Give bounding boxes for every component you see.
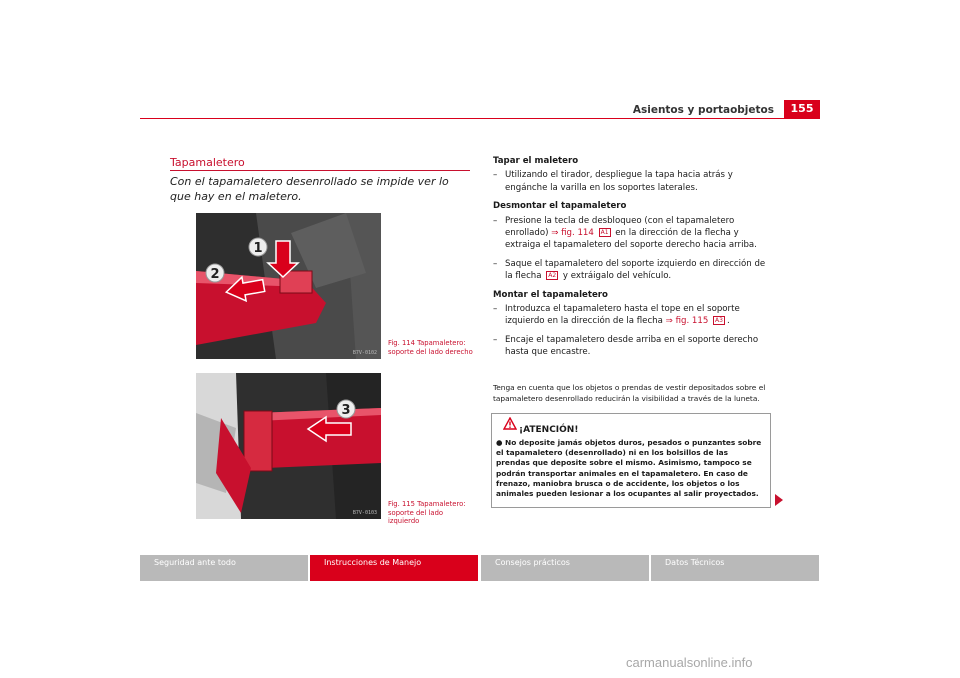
mount-step-1-text-a: Introduzca el tapamaletero hasta el tope en el soporte izquierdo en la dirección de la flecha [505,304,740,327]
cover-step-1-text: Utilizando el tirador, despliegue la tapa hacia atrás y engánche la varilla en los soportes laterales. [505,170,733,193]
footer-tab-seguridad[interactable]: Seguridad ante todo [140,555,308,581]
mount-step-2-text: Encaje el tapamaletero desde arriba en el soporte derecho hasta que encastre. [505,334,759,358]
mount-step-1-text-b: . [726,316,730,327]
step-dash: – [493,258,498,269]
figure-114-photo [196,213,381,359]
callout-tag-a2: A2 [548,272,557,280]
figure-114-caption: Fig. 114 Tapamaletero: soporte del lado derecho [388,339,473,356]
fig-114-link[interactable]: ⇒ fig. 114 [551,228,594,239]
callout-tag-a3: A3 [715,317,723,325]
warning-body: No deposite jamás objetos duros, pesados o punzantes sobre el tapamaletero (desenrollado) ni en los bolsillos de las prendas que deposite sobre el mismo. Asimismo, tampoco se podrán transportar animales en el tapamaletero. En caso de frenazo, maniobra brusca o de accidente, los objetos o los animales pueden lesionar a los ocupantes al salir proyectados. [496,438,762,499]
cover-heading: Tapar el maletero [493,156,579,166]
instructions-column [493,155,775,359]
remove-step-2-text-b: y extráigalo del vehículo. [562,271,672,282]
step-dash: – [493,334,498,345]
mount-step-2 [493,334,775,359]
visibility-note: Tenga en cuenta que los objetos o prendas de vestir depositados sobre el tapamaletero desenrollado reducirán la visibilidad a través de la luneta. [493,383,766,403]
step-dash: – [493,170,498,181]
figure-115-photo [196,373,381,519]
footer-tab-instrucciones[interactable]: Instrucciones de Manejo [310,555,478,581]
figure-114-illustration [196,213,381,359]
step-dash: – [493,215,498,226]
figure-114-marker-2: 2 [210,267,220,282]
remove-step-1-text-b: en la dirección de la flecha y extraiga el tapamaletero del soporte derecho hacia arriba. [505,228,757,251]
section-intro: Con el tapamaletero desenrollado se impide ver lo que hay en el maletero. [170,175,449,203]
mount-step-1 [493,303,775,328]
figure-114-marker-1: 1 [253,241,263,256]
figure-114-code: B7V-0102 [352,350,377,356]
warning-text [496,438,764,499]
remove-step-2-text-a: Saque el tapamaletero del soporte izquierdo en dirección de la flecha [505,258,766,282]
figure-115-marker-3: 3 [341,403,351,418]
section-title-rule [170,170,470,171]
cover-step-1 [493,169,775,194]
watermark: carmanualsonline.info [626,655,753,670]
warning-bullet: ● [496,438,503,447]
warning-title: ¡ATENCIÓN! [519,425,579,435]
warning-triangle-icon [503,417,517,430]
running-header-title: Asientos y portaobjetos [632,104,774,116]
fig-115-link[interactable]: ⇒ fig. 115 [665,316,709,327]
page-number: 155 [784,100,820,118]
remove-step-1-text-a: Presione la tecla de desbloqueo (con el tapamaletero enrollado) [505,215,735,239]
callout-tag-a1: A1 [600,229,609,237]
remove-step-2 [493,258,775,283]
footer-tab-consejos[interactable]: Consejos prácticos [481,555,649,581]
section-title: Tapamaletero [170,156,245,169]
remove-heading: Desmontar el tapamaletero [493,201,627,212]
figure-115-code: B7V-0103 [352,510,377,516]
continue-arrow-icon [775,494,783,506]
header-rule [140,118,820,119]
footer-tab-datos[interactable]: Datos Técnicos [651,555,819,581]
figure-115-caption: Fig. 115 Tapamaletero: soporte del lado izquierdo [388,500,466,525]
remove-step-1 [493,215,775,252]
figure-115-illustration [196,373,381,519]
mount-heading: Montar el tapamaletero [493,289,608,300]
step-dash: – [493,304,498,315]
